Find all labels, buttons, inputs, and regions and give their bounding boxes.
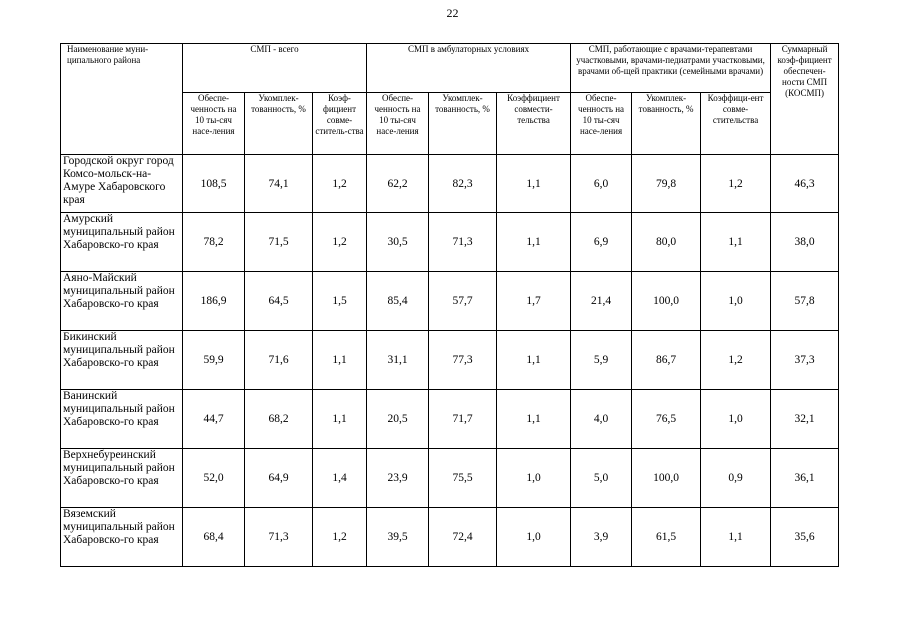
table-cell: 1,2	[701, 155, 771, 213]
header-group-outpatient: СМП в амбулаторных условиях	[367, 44, 571, 93]
page-number: 22	[446, 6, 459, 20]
table-cell: 57,8	[771, 272, 839, 331]
header-sub: Коэффици-ент совме-стительства	[701, 93, 771, 155]
table-cell: 21,4	[571, 272, 632, 331]
district-name: Аяно-Майский муниципальный район Хабаровско-го края	[61, 272, 183, 331]
header-sub: Укомплек-тованность, %	[429, 93, 497, 155]
header-sub: Коэф-фициент совме-ститель-ства	[313, 93, 367, 155]
table-cell: 1,1	[497, 213, 571, 272]
header-sub: Обеспе-ченность на 10 ты-сяч насе-ления	[571, 93, 632, 155]
table-cell: 76,5	[632, 390, 701, 449]
table-cell: 46,3	[771, 155, 839, 213]
header-sub: Обеспе-ченность на 10 ты-сяч насе-ления	[183, 93, 245, 155]
table-row	[61, 449, 839, 508]
district-name: Амурский муниципальный район Хабаровско-го края	[61, 213, 183, 272]
table-cell: 6,0	[571, 155, 632, 213]
header-district: Наименование муни-ципального района	[61, 44, 183, 155]
table-cell: 75,5	[429, 449, 497, 508]
district-name: Бикинский муниципальный район Хабаровско-го края	[61, 331, 183, 390]
table-cell: 44,7	[183, 390, 245, 449]
table-body	[61, 155, 839, 567]
table-cell: 3,9	[571, 508, 632, 567]
table-cell: 68,4	[183, 508, 245, 567]
table-header	[61, 44, 839, 155]
table-cell: 1,1	[701, 508, 771, 567]
staffing-table	[60, 43, 839, 567]
table-cell: 108,5	[183, 155, 245, 213]
table-cell: 1,1	[313, 390, 367, 449]
table-cell: 62,2	[367, 155, 429, 213]
header-group-total: СМП - всего	[183, 44, 367, 93]
table-cell: 5,0	[571, 449, 632, 508]
table-cell: 1,1	[313, 331, 367, 390]
table-cell: 72,4	[429, 508, 497, 567]
table-row	[61, 508, 839, 567]
table-row	[61, 213, 839, 272]
table-cell: 4,0	[571, 390, 632, 449]
table-row	[61, 272, 839, 331]
table-cell: 1,0	[701, 390, 771, 449]
table-cell: 71,6	[245, 331, 313, 390]
table-cell: 36,1	[771, 449, 839, 508]
table-cell: 1,0	[701, 272, 771, 331]
table-cell: 1,0	[497, 508, 571, 567]
table-cell: 71,3	[429, 213, 497, 272]
table-cell: 35,6	[771, 508, 839, 567]
table-cell: 71,3	[245, 508, 313, 567]
table-cell: 1,1	[497, 331, 571, 390]
table-cell: 0,9	[701, 449, 771, 508]
table-cell: 37,3	[771, 331, 839, 390]
table-cell: 20,5	[367, 390, 429, 449]
table-cell: 71,5	[245, 213, 313, 272]
table-cell: 86,7	[632, 331, 701, 390]
header-sub: Коэффициент совмести-тельства	[497, 93, 571, 155]
table-cell: 39,5	[367, 508, 429, 567]
table-cell: 78,2	[183, 213, 245, 272]
table-cell: 30,5	[367, 213, 429, 272]
table-cell: 186,9	[183, 272, 245, 331]
table-row	[61, 155, 839, 213]
table-cell: 1,2	[313, 155, 367, 213]
table-cell: 68,2	[245, 390, 313, 449]
table-cell: 64,5	[245, 272, 313, 331]
header-group-with-doctors: СМП, работающие с врачами-терапевтами участковыми, врачами-педиатрами участковыми, врачами об-щей практики (семейными врачами)	[571, 44, 771, 93]
table-cell: 1,2	[313, 508, 367, 567]
table-cell: 79,8	[632, 155, 701, 213]
header-sub: Обеспе-ченность на 10 ты-сяч насе-ления	[367, 93, 429, 155]
table-cell: 1,7	[497, 272, 571, 331]
table-cell: 1,1	[497, 155, 571, 213]
table-cell: 71,7	[429, 390, 497, 449]
header-sub: Укомплек-тованность, %	[632, 93, 701, 155]
table-cell: 1,1	[497, 390, 571, 449]
table-cell: 1,2	[313, 213, 367, 272]
table-cell: 31,1	[367, 331, 429, 390]
district-name: Верхнебуреинский муниципальный район Хабаровско-го края	[61, 449, 183, 508]
table-cell: 64,9	[245, 449, 313, 508]
table-row	[61, 390, 839, 449]
table-cell: 80,0	[632, 213, 701, 272]
table-cell: 1,1	[701, 213, 771, 272]
header-summary: Суммарный коэф-фициент обеспечен-ности СМП (КОСМП)	[771, 44, 839, 155]
table-cell: 1,5	[313, 272, 367, 331]
district-name: Вяземский муниципальный район Хабаровско-го края	[61, 508, 183, 567]
table-cell: 61,5	[632, 508, 701, 567]
header-sub: Укомплек-тованность, %	[245, 93, 313, 155]
table-cell: 100,0	[632, 449, 701, 508]
table-cell: 100,0	[632, 272, 701, 331]
table-cell: 85,4	[367, 272, 429, 331]
table-cell: 1,0	[497, 449, 571, 508]
table-cell: 38,0	[771, 213, 839, 272]
table-cell: 52,0	[183, 449, 245, 508]
table-cell: 23,9	[367, 449, 429, 508]
table-cell: 82,3	[429, 155, 497, 213]
table-row	[61, 331, 839, 390]
table-cell: 1,4	[313, 449, 367, 508]
table-cell: 6,9	[571, 213, 632, 272]
district-name: Ванинский муниципальный район Хабаровско-го края	[61, 390, 183, 449]
table-cell: 5,9	[571, 331, 632, 390]
table-cell: 74,1	[245, 155, 313, 213]
table-cell: 1,2	[701, 331, 771, 390]
table-cell: 32,1	[771, 390, 839, 449]
table-cell: 59,9	[183, 331, 245, 390]
district-name: Городской округ город Комсо-мольск-на-Амуре Хабаровского края	[61, 155, 183, 213]
table-cell: 77,3	[429, 331, 497, 390]
table-cell: 57,7	[429, 272, 497, 331]
